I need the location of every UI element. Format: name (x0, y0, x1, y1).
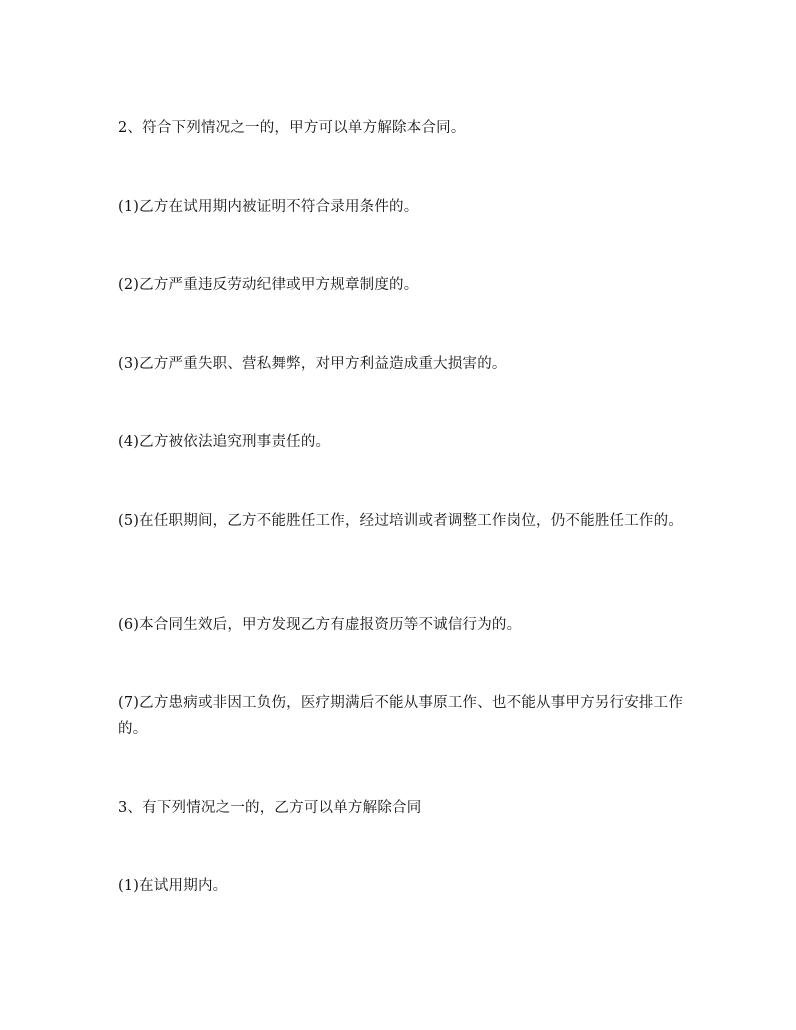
clause-2-item-7: (7)乙方患病或非因工负伤，医疗期满后不能从事原工作、也不能从事甲方另行安排工作的。 (118, 695, 684, 737)
clause-2-item-4: (4)乙方被依法追究刑事责任的。 (118, 434, 331, 450)
clause-3-heading: 3、有下列情况之一的，乙方可以单方解除合同 (118, 800, 422, 816)
clause-3-item-1: (1)在试用期内。 (118, 878, 228, 894)
clause-2-item-2: (2)乙方严重违反劳动纪律或甲方规章制度的。 (118, 277, 419, 293)
clause-2-heading: 2、符合下列情况之一的，甲方可以单方解除本合同。 (118, 120, 466, 136)
clause-2-item-3: (3)乙方严重失职、营私舞弊，对甲方利益造成重大损害的。 (118, 356, 507, 372)
clause-2-item-6: (6)本合同生效后，甲方发现乙方有虚报资历等不诚信行为的。 (118, 617, 522, 633)
clause-2-item-1: (1)乙方在试用期内被证明不符合录用条件的。 (118, 199, 419, 215)
clause-2-item-5: (5)在任职期间，乙方不能胜任工作，经过培训或者调整工作岗位，仍不能胜任工作的。 (118, 513, 684, 529)
